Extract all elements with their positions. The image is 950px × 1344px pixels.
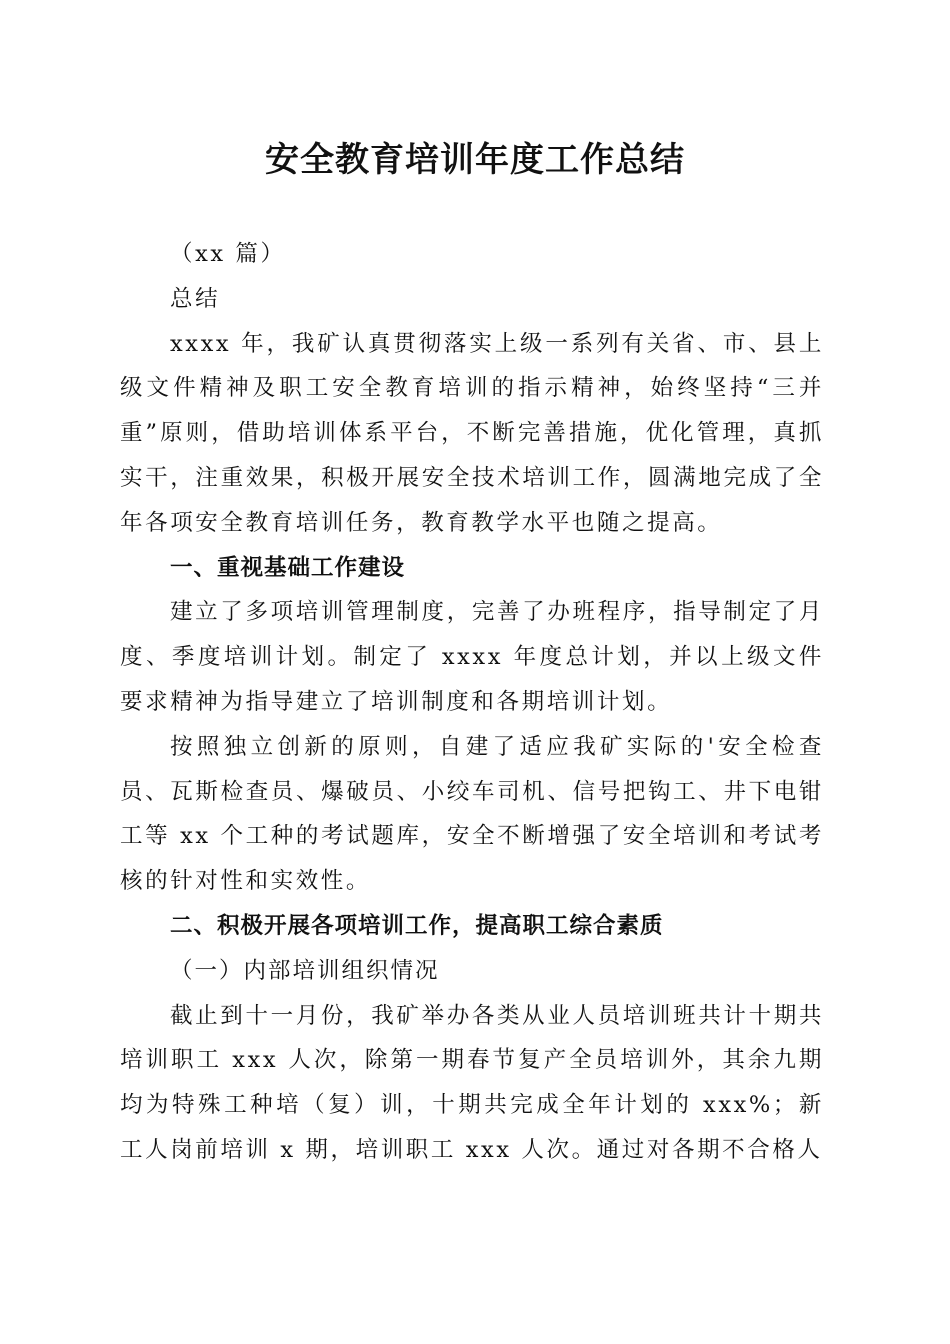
document-title: 安全教育培训年度工作总结 xyxy=(265,140,685,180)
paragraph-training-stats: 截止到十一月份，我矿举办各类从业人员培训班共计十期共培训职工 xxx 人次，除第一期春节复产全员培训外，其余九期均为特殊工种培（复）训，十期共完成全年计划的 xxx%；新工人岗前培训 x 期，培训职工 xxx 人次。通过对各期不合格人 xyxy=(120,1002,824,1163)
subheading-internal-training: （一）内部培训组织情况 xyxy=(170,957,440,984)
subtitle: （xx 篇） xyxy=(170,241,286,267)
paragraph-question-bank: 按照独立创新的原则，自建了适应我矿实际的'安全检查员、瓦斯检查员、爆破员、小绞车司机、信号把钩工、井下电钳工等 xx 个工种的考试题库，安全不断增强了安全培训和考试考核的针对性和实效性。 xyxy=(120,733,824,895)
document-body xyxy=(120,232,824,1173)
paragraph-management-system: 建立了多项培训管理制度，完善了办班程序，指导制定了月度、季度培训计划。制定了 xxxx 年度总计划，并以上级文件要求精神为指导建立了培训制度和各期培训计划。 xyxy=(120,599,824,715)
section-label: 总结 xyxy=(170,285,221,312)
heading-training-work: 二、积极开展各项培训工作，提高职工综合素质 xyxy=(170,912,664,939)
intro-paragraph: xxxx 年，我矿认真贯彻落实上级一系列有关省、市、县上级文件精神及职工安全教育培训的指示精神，始终坚持“三并重”原则，借助培训体系平台，不断完善措施，优化管理，真抓实干，注重效果，积极开展安全技术培训工作，圆满地完成了全年各项安全教育培训任务，教育教学水平也随之提高。 xyxy=(120,330,824,536)
heading-basic-work: 一、重视基础工作建设 xyxy=(170,554,406,581)
